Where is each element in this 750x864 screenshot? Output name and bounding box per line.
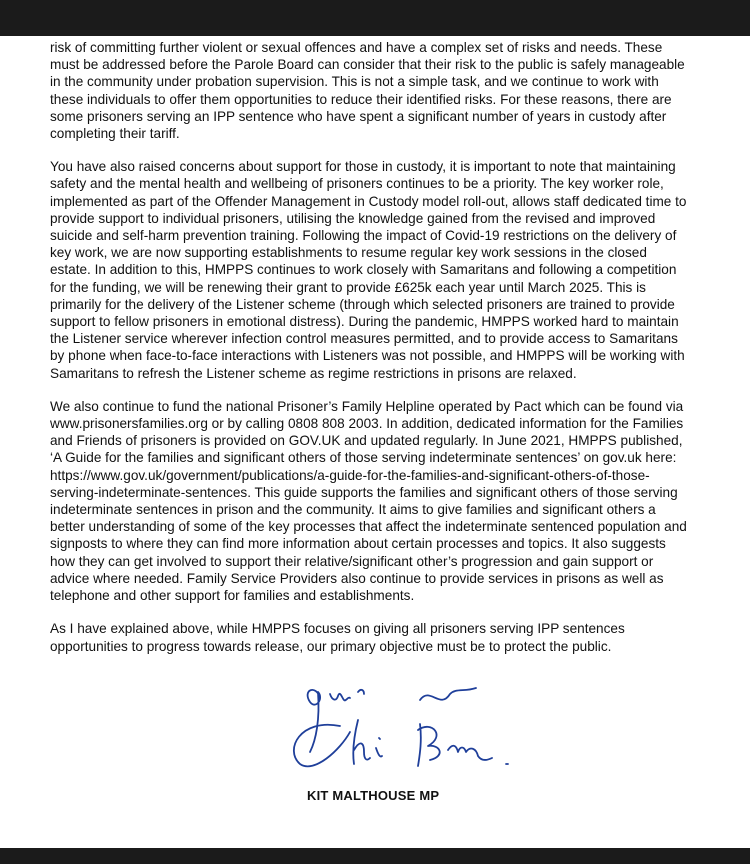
letter-body <box>50 39 710 671</box>
handwritten-signature <box>280 680 540 780</box>
paragraph-conclusion: As I have explained above, while HMPPS focuses on giving all prisoners serving IPP sentences opportunities to progress towards release, our primary objective must be to protect the public. <box>50 621 625 654</box>
paragraph-family-helpline: We also continue to fund the national Prisoner’s Family Helpline operated by Pact which can be found via www.prisonersfamilies.org or by calling 0808 808 2003. In addition, dedicated information for the Families and Friends of prisoners is provided on GOV.UK and updated regularly. In June 2021, HMPPS published, ‘A Guide for the families and significant others of those serving indeterminate sentences’ on gov.uk here: https://www.gov.uk/government/publications/a-guide-for-the-families-and-significant-others-of-those- serving-indeterminate-sentences. This guide supports the families and significant others of those serving indeterminate sentences in prison and the community. It aims to give families and significant others a better understanding of some of the key processes that affect the indeterminate sentenced population and signposts to where they can find more information about certain processes and topics. It also suggests how they can get involved to support their relative/significant other’s progression and gain support or advice where needed. Family Service Providers also continue to provide services in prisons as well as telephone and other support for families and establishments. <box>50 398 687 604</box>
paragraph-custody-support: You have also raised concerns about support for those in custody, it is important to note that maintaining safety and the mental health and wellbeing of prisoners continues to be a priority. The key worker role, implemented as part of the Offender Management in Custody model roll-out, allows staff dedicated time to provide support to individual prisoners, utilising the knowledge gained from the revised and improved suicide and self-harm prevention training. Following the impact of Covid-19 restrictions on the delivery of key work, we are now supporting establishments to resume regular key work sessions in the closed estate. In addition to this, HMPPS continues to work closely with Samaritans and following a competition for the funding, we will be renewing their grant to provide £625k each year until March 2025. This is primarily for the delivery of the Listener scheme (through which selected prisoners are trained to provide support to fellow prisoners in emotional distress). During the pandemic, HMPPS worked hard to maintain the Listener service wherever infection control measures permitted, and to provide access to Samaritans by phone when face-to-face interactions with Listeners was not possible, and HMPPS will be working with Samaritans to refresh the Listener scheme as regime restrictions in prisons are relaxed. <box>50 159 687 381</box>
signatory-name: KIT MALTHOUSE MP <box>307 788 440 803</box>
paragraph-ipp-risk: risk of committing further violent or sexual offences and have a complex set of risks and needs. These must be addressed before the Parole Board can consider that their risk to the public is safely manageable in the community under probation supervision. This is not a simple task, and we continue to work with these individuals to offer them opportunities to reduce their identified risks. For these reasons, there are some prisoners serving an IPP sentence who have spent a significant number of years in custody after completing their tariff. <box>50 40 685 142</box>
letter-page <box>0 36 750 848</box>
bottom-dark-bar <box>0 848 750 864</box>
top-dark-bar <box>0 0 750 36</box>
